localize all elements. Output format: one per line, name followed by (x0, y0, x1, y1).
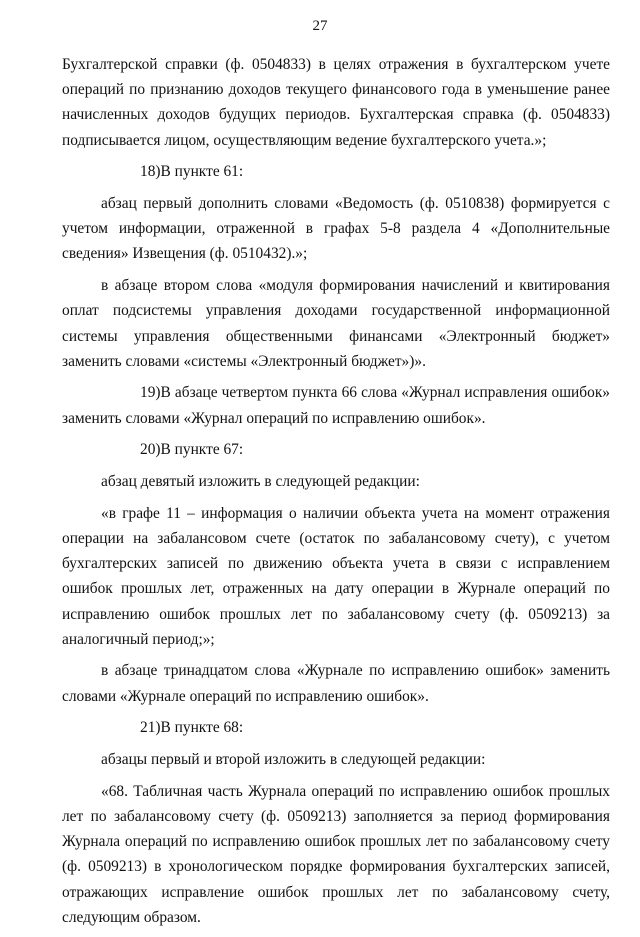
item-number: 20) (140, 441, 161, 459)
paragraph: в абзаце втором слова «модуля формирования начислений и квитирования оплат подсистемы управления доходами государственной информационной системы управления общественными финансами «Электронный бюджет» заменить словами «системы «Электронный бюджет»)». (62, 277, 610, 370)
document-body (62, 52, 610, 937)
paragraph: абзац первый дополнить словами «Ведомость (ф. 0510838) формируется с учетом информации, отраженной в графах 5-8 раздела 4 «Дополнительные сведения» Извещения (ф. 0510432).»; (62, 195, 610, 263)
paragraph: в абзаце тринадцатом слова «Журнале по исправлению ошибок» заменить словами «Журнале операций по исправлению ошибок». (62, 662, 610, 705)
page-number: 27 (312, 18, 328, 34)
paragraph: абзацы первый и второй изложить в следующей редакции: (101, 751, 486, 769)
list-item-20 (62, 437, 610, 462)
item-text: В пункте 68: (160, 719, 244, 737)
paragraph: «в графе 11 – информация о наличии объекта учета на момент отражения операции на забалансовом счете (остаток по забалансовому счету), с учетом бухгалтерских записей по движению объекта учета в связи с исправлением ошибок прошлых лет, отраженных на дату операции в Журнале операций по исправлению ошибок прошлых лет по забалансовому счету (ф. 0509213) за аналогичный период;»; (62, 504, 610, 648)
list-item-21 (62, 715, 610, 740)
item-text: В пункте 67: (160, 441, 244, 459)
paragraph: «68. Табличная часть Журнала операций по исправлению ошибок прошлых лет по забалансовому счету (ф. 0509213) заполняется за период формирования Журнала операций по исправлению ошибок прошлых лет по забалансовому счету (ф. 0509213) в хронологическом порядке формирования бухгалтерских записей, отражающих исправление ошибок прошлых лет по забалансовому счету, следующим образом. (62, 782, 610, 926)
paragraph: абзац девятый изложить в следующей редакции: (101, 473, 420, 491)
item-text: В абзаце четвертом пункта 66 слова «Журнал исправления ошибок» заменить словами «Журнал операций по исправлению ошибок». (62, 384, 610, 427)
item-number: 21) (140, 719, 161, 737)
list-item-18 (62, 159, 610, 184)
item-number: 18) (140, 163, 161, 181)
paragraph-continuation: Бухгалтерской справки (ф. 0504833) в целях отражения в бухгалтерском учете операций по признанию доходов текущего финансового года в уменьшение ранее начисленных доходов будущих периодов. Бухгалтерская справка (ф. 0504833) подписывается лицом, осуществляющим ведение бухгалтерского учета.»; (62, 56, 610, 149)
item-text: В пункте 61: (160, 163, 244, 181)
list-item-19 (62, 380, 610, 430)
item-number: 19) (140, 384, 161, 402)
